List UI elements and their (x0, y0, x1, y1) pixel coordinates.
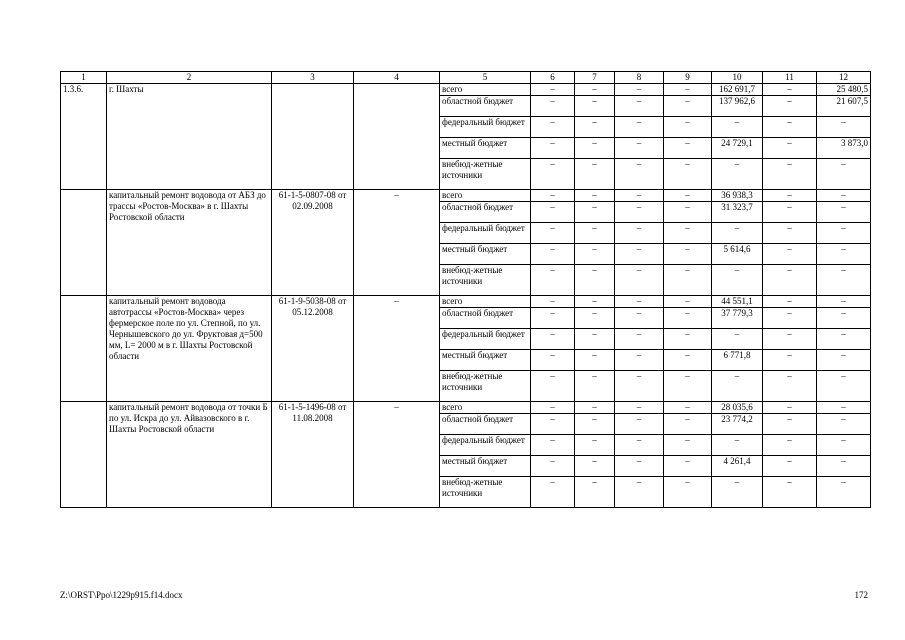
col-header: 6 (531, 72, 575, 84)
value-cell-c11: – (763, 96, 817, 117)
value-cell-c9: – (664, 477, 712, 508)
funding-source: всего (440, 402, 531, 414)
value-cell-c11: – (763, 371, 817, 402)
value-cell-c9: – (664, 117, 712, 138)
value-cell-c10: – (712, 329, 763, 350)
value-cell-c7: – (575, 159, 615, 190)
funding-source: местный бюджет (440, 138, 531, 159)
col-header: 9 (664, 72, 712, 84)
col-header: 3 (272, 72, 354, 84)
value-cell-c7: – (575, 96, 615, 117)
value-cell-c9: – (664, 371, 712, 402)
value-cell-c10: 4 261,4 (712, 456, 763, 477)
value-cell-c12: – (817, 435, 871, 456)
item-document: 61-1-9-5038-08 от 05.12.2008 (272, 296, 354, 402)
funding-source: всего (440, 84, 531, 96)
value-cell-c10: – (712, 477, 763, 508)
value-cell-c11: – (763, 190, 817, 202)
value-cell-c6: – (531, 117, 575, 138)
funding-source: областной бюджет (440, 96, 531, 117)
value-cell-c9: – (664, 456, 712, 477)
value-cell-c8: – (615, 202, 664, 223)
value-cell-c6: – (531, 138, 575, 159)
table-row (61, 296, 871, 308)
value-cell-c12: – (817, 265, 871, 296)
value-cell-c9: – (664, 223, 712, 244)
value-cell-c7: – (575, 477, 615, 508)
budget-table (60, 71, 871, 508)
value-cell-c10: – (712, 435, 763, 456)
col-header: 8 (615, 72, 664, 84)
value-cell-c12: – (817, 308, 871, 329)
value-cell-c12: – (817, 456, 871, 477)
value-cell-c9: – (664, 296, 712, 308)
funding-source: областной бюджет (440, 202, 531, 223)
item-name: капитальный ремонт водовода от АБЗ до трассы «Ростов-Москва» в г. Шахты Ростовской области (107, 190, 272, 296)
value-cell-c6: – (531, 402, 575, 414)
value-cell-c8: – (615, 329, 664, 350)
value-cell-c6: – (531, 190, 575, 202)
col-header: 12 (817, 72, 871, 84)
value-cell-c7: – (575, 84, 615, 96)
value-cell-c12: – (817, 223, 871, 244)
funding-source: внебюд-жетные источники (440, 371, 531, 402)
value-cell-c12: – (817, 159, 871, 190)
col-header: 11 (763, 72, 817, 84)
value-cell-c10: – (712, 117, 763, 138)
funding-source: областной бюджет (440, 414, 531, 435)
value-cell-c8: – (615, 244, 664, 265)
value-cell-c8: – (615, 96, 664, 117)
value-cell-c8: – (615, 456, 664, 477)
value-cell-c7: – (575, 350, 615, 371)
value-cell-c8: – (615, 435, 664, 456)
funding-source: местный бюджет (440, 456, 531, 477)
funding-source: федеральный бюджет (440, 117, 531, 138)
value-cell-c12: – (817, 477, 871, 508)
value-cell-c12: 21 607,5 (817, 96, 871, 117)
value-cell-c7: – (575, 296, 615, 308)
value-cell-c6: – (531, 414, 575, 435)
value-cell-c7: – (575, 371, 615, 402)
value-cell-c8: – (615, 414, 664, 435)
value-cell-c8: – (615, 350, 664, 371)
value-cell-c7: – (575, 402, 615, 414)
value-cell-c12: 3 873,0 (817, 138, 871, 159)
value-cell-c12: – (817, 244, 871, 265)
value-cell-c10: 162 691,7 (712, 84, 763, 96)
value-cell-c12: 25 480,5 (817, 84, 871, 96)
item-col4 (354, 84, 440, 190)
funding-source: местный бюджет (440, 350, 531, 371)
value-cell-c11: – (763, 244, 817, 265)
item-code (61, 296, 107, 402)
value-cell-c8: – (615, 308, 664, 329)
item-col4: – (354, 190, 440, 296)
value-cell-c9: – (664, 402, 712, 414)
value-cell-c12: – (817, 117, 871, 138)
value-cell-c11: – (763, 414, 817, 435)
col-header: 2 (107, 72, 272, 84)
funding-source: местный бюджет (440, 244, 531, 265)
value-cell-c11: – (763, 159, 817, 190)
value-cell-c12: – (817, 329, 871, 350)
value-cell-c8: – (615, 117, 664, 138)
value-cell-c6: – (531, 159, 575, 190)
funding-source: внебюд-жетные источники (440, 159, 531, 190)
value-cell-c9: – (664, 159, 712, 190)
value-cell-c7: – (575, 117, 615, 138)
value-cell-c6: – (531, 371, 575, 402)
value-cell-c9: – (664, 96, 712, 117)
value-cell-c11: – (763, 296, 817, 308)
value-cell-c6: – (531, 350, 575, 371)
value-cell-c12: – (817, 350, 871, 371)
col-header: 1 (61, 72, 107, 84)
value-cell-c10: 44 551,1 (712, 296, 763, 308)
value-cell-c8: – (615, 223, 664, 244)
value-cell-c7: – (575, 435, 615, 456)
col-header: 5 (440, 72, 531, 84)
value-cell-c12: – (817, 371, 871, 402)
value-cell-c6: – (531, 296, 575, 308)
value-cell-c11: – (763, 402, 817, 414)
value-cell-c10: 23 774,2 (712, 414, 763, 435)
item-name: капитальный ремонт водовода автотрассы «Ростов-Москва» через фермерское поле по ул. Степной, по ул. Чернышевского до ул. Фруктовая д=500 мм, L= 2000 м в г. Шахты Ростовской области (107, 296, 272, 402)
value-cell-c9: – (664, 329, 712, 350)
value-cell-c11: – (763, 329, 817, 350)
funding-source: федеральный бюджет (440, 435, 531, 456)
value-cell-c8: – (615, 477, 664, 508)
item-name: г. Шахты (107, 84, 272, 190)
item-document: 61-1-5-1496-08 от 11.08.2008 (272, 402, 354, 508)
item-code (61, 402, 107, 508)
value-cell-c6: – (531, 456, 575, 477)
value-cell-c9: – (664, 435, 712, 456)
funding-source: внебюд-жетные источники (440, 477, 531, 508)
value-cell-c6: – (531, 435, 575, 456)
file-path: Z:\ORST\Ppo\1229p915.f14.docx (60, 590, 183, 600)
value-cell-c11: – (763, 308, 817, 329)
header-row (61, 72, 871, 84)
value-cell-c10: 37 779,3 (712, 308, 763, 329)
value-cell-c6: – (531, 308, 575, 329)
value-cell-c12: – (817, 202, 871, 223)
value-cell-c8: – (615, 402, 664, 414)
value-cell-c6: – (531, 96, 575, 117)
value-cell-c7: – (575, 244, 615, 265)
value-cell-c6: – (531, 244, 575, 265)
value-cell-c7: – (575, 456, 615, 477)
value-cell-c10: – (712, 223, 763, 244)
value-cell-c7: – (575, 190, 615, 202)
value-cell-c9: – (664, 308, 712, 329)
col-header: 7 (575, 72, 615, 84)
value-cell-c10: 6 771,8 (712, 350, 763, 371)
funding-source: всего (440, 190, 531, 202)
value-cell-c10: 36 938,3 (712, 190, 763, 202)
item-col4: – (354, 402, 440, 508)
value-cell-c9: – (664, 84, 712, 96)
item-name: капитальный ремонт водовода от точки Б по ул. Искра до ул. Айвазовского в г. Шахты Ростовской области (107, 402, 272, 508)
value-cell-c6: – (531, 265, 575, 296)
value-cell-c7: – (575, 414, 615, 435)
value-cell-c12: – (817, 190, 871, 202)
value-cell-c12: – (817, 414, 871, 435)
item-code: 1.3.6. (61, 84, 107, 190)
item-col4: – (354, 296, 440, 402)
value-cell-c11: – (763, 456, 817, 477)
col-header: 4 (354, 72, 440, 84)
table-row (61, 84, 871, 96)
funding-source: федеральный бюджет (440, 223, 531, 244)
value-cell-c10: – (712, 159, 763, 190)
value-cell-c11: – (763, 84, 817, 96)
value-cell-c7: – (575, 308, 615, 329)
value-cell-c10: 24 729,1 (712, 138, 763, 159)
value-cell-c10: 28 035,6 (712, 402, 763, 414)
value-cell-c9: – (664, 190, 712, 202)
value-cell-c8: – (615, 138, 664, 159)
table-body (61, 84, 871, 508)
table-row (61, 190, 871, 202)
value-cell-c9: – (664, 414, 712, 435)
value-cell-c12: – (817, 296, 871, 308)
value-cell-c6: – (531, 329, 575, 350)
value-cell-c7: – (575, 223, 615, 244)
value-cell-c8: – (615, 265, 664, 296)
value-cell-c9: – (664, 202, 712, 223)
value-cell-c10: – (712, 371, 763, 402)
value-cell-c6: – (531, 223, 575, 244)
value-cell-c7: – (575, 138, 615, 159)
value-cell-c6: – (531, 202, 575, 223)
funding-source: внебюд-жетные источники (440, 265, 531, 296)
value-cell-c9: – (664, 350, 712, 371)
item-code (61, 190, 107, 296)
value-cell-c6: – (531, 84, 575, 96)
item-document: 61-1-5-0807-08 от 02.09.2008 (272, 190, 354, 296)
funding-source: федеральный бюджет (440, 329, 531, 350)
value-cell-c7: – (575, 202, 615, 223)
value-cell-c10: 5 614,6 (712, 244, 763, 265)
value-cell-c7: – (575, 329, 615, 350)
value-cell-c9: – (664, 138, 712, 159)
value-cell-c11: – (763, 117, 817, 138)
value-cell-c11: – (763, 265, 817, 296)
value-cell-c8: – (615, 296, 664, 308)
table-row (61, 402, 871, 414)
value-cell-c11: – (763, 477, 817, 508)
value-cell-c11: – (763, 202, 817, 223)
value-cell-c6: – (531, 477, 575, 508)
funding-source: областной бюджет (440, 308, 531, 329)
value-cell-c10: 137 962,6 (712, 96, 763, 117)
value-cell-c7: – (575, 265, 615, 296)
value-cell-c9: – (664, 244, 712, 265)
value-cell-c11: – (763, 435, 817, 456)
page-number: 172 (854, 590, 868, 600)
value-cell-c11: – (763, 223, 817, 244)
value-cell-c8: – (615, 371, 664, 402)
value-cell-c9: – (664, 265, 712, 296)
item-document (272, 84, 354, 190)
value-cell-c8: – (615, 159, 664, 190)
value-cell-c11: – (763, 138, 817, 159)
value-cell-c11: – (763, 350, 817, 371)
funding-source: всего (440, 296, 531, 308)
value-cell-c8: – (615, 84, 664, 96)
value-cell-c8: – (615, 190, 664, 202)
value-cell-c10: – (712, 265, 763, 296)
col-header: 10 (712, 72, 763, 84)
value-cell-c10: 31 323,7 (712, 202, 763, 223)
value-cell-c12: – (817, 402, 871, 414)
